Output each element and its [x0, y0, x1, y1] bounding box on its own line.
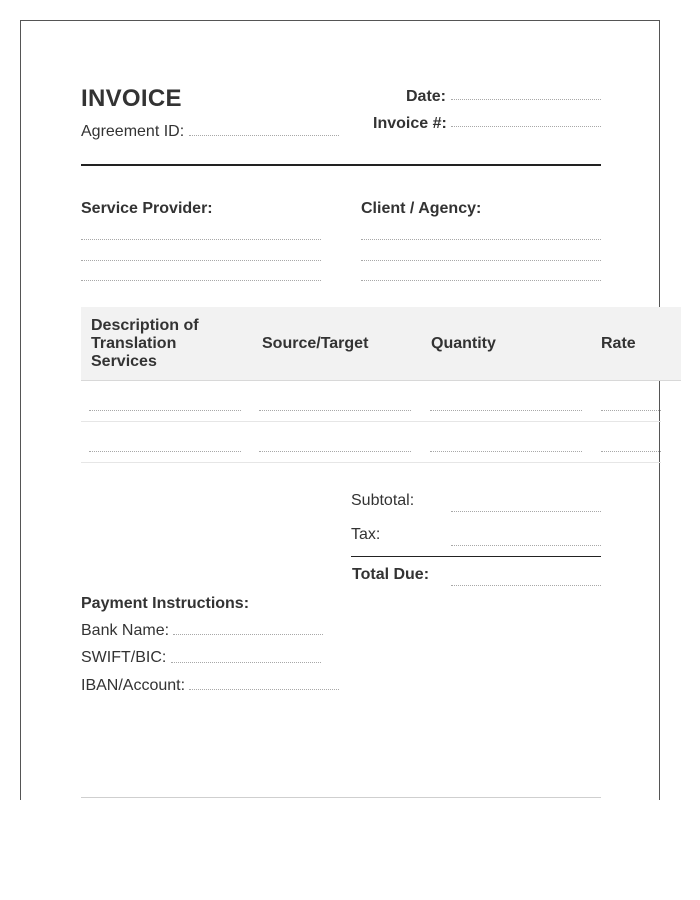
services-table-header — [81, 307, 681, 381]
tax-label: Tax: — [351, 526, 381, 543]
column-source-target: Source/Target — [262, 335, 369, 352]
invoice-number-field[interactable] — [451, 126, 601, 127]
iban-account-field[interactable] — [189, 689, 339, 690]
service-provider-label: Service Provider: — [81, 200, 213, 217]
client-agency-line-1[interactable] — [361, 239, 601, 240]
row-1-quantity-field[interactable] — [430, 410, 582, 411]
column-quantity: Quantity — [431, 335, 496, 352]
service-provider-line-3[interactable] — [81, 280, 321, 281]
tax-field[interactable] — [451, 545, 601, 546]
invoice-page — [20, 20, 660, 800]
date-label: Date: — [406, 88, 447, 105]
row-2-source-target-field[interactable] — [259, 451, 411, 452]
payment-instructions-heading: Payment Instructions: — [81, 595, 250, 612]
invoice-number-label: Invoice #: — [373, 115, 447, 132]
column-description: Description of Translation Services — [91, 317, 199, 370]
swift-bic-field[interactable] — [171, 662, 321, 663]
service-provider-line-2[interactable] — [81, 260, 321, 261]
date-field[interactable] — [451, 99, 601, 100]
service-provider-line-1[interactable] — [81, 239, 321, 240]
row-1-source-target-field[interactable] — [259, 410, 411, 411]
row-1-rate-field[interactable] — [601, 410, 661, 411]
footer-divider — [81, 797, 601, 798]
column-rate: Rate — [601, 335, 636, 352]
totals-divider — [351, 556, 601, 557]
row-2-rate-field[interactable] — [601, 451, 661, 452]
iban-account-label: IBAN/Account: — [81, 677, 186, 694]
swift-bic-label: SWIFT/BIC: — [81, 649, 167, 666]
row-1-description-field[interactable] — [89, 410, 241, 411]
agreement-id-field[interactable] — [189, 135, 339, 136]
subtotal-label: Subtotal: — [351, 492, 415, 509]
bank-name-label: Bank Name: — [81, 622, 170, 639]
row-1-separator — [81, 421, 661, 422]
subtotal-field[interactable] — [451, 511, 601, 512]
total-due-label: Total Due: — [352, 566, 430, 583]
bank-name-field[interactable] — [173, 634, 323, 635]
client-agency-line-3[interactable] — [361, 280, 601, 281]
client-agency-label: Client / Agency: — [361, 200, 482, 217]
row-2-quantity-field[interactable] — [430, 451, 582, 452]
total-due-field[interactable] — [451, 585, 601, 586]
row-2-description-field[interactable] — [89, 451, 241, 452]
row-2-separator — [81, 462, 661, 463]
invoice-title: INVOICE — [81, 85, 182, 112]
client-agency-line-2[interactable] — [361, 260, 601, 261]
agreement-id-label: Agreement ID: — [81, 123, 185, 140]
header-divider — [81, 164, 601, 166]
